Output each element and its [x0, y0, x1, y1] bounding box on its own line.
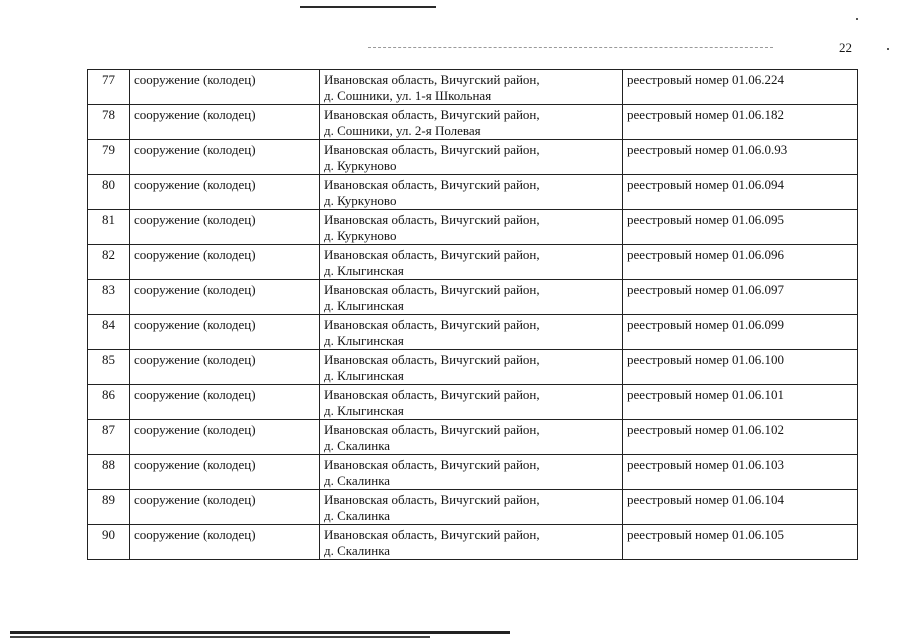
- object-type: сооружение (колодец): [130, 525, 320, 560]
- table-row: [88, 175, 858, 210]
- address-line-region: Ивановская область, Вичугский район,: [324, 282, 540, 297]
- registry-number: реестровый номер 01.06.224: [623, 70, 858, 105]
- scan-artifact-dot: [887, 48, 889, 50]
- address-line-region: Ивановская область, Вичугский район,: [324, 317, 540, 332]
- address-line-locality: д. Скалинка: [324, 508, 391, 523]
- table-row: [88, 70, 858, 105]
- address-line-region: Ивановская область, Вичугский район,: [324, 72, 540, 87]
- registry-number: реестровый номер 01.06.099: [623, 315, 858, 350]
- address-line-locality: д. Куркуново: [324, 193, 397, 208]
- registry-number: реестровый номер 01.06.095: [623, 210, 858, 245]
- object-address: [320, 490, 623, 525]
- object-address: [320, 280, 623, 315]
- registry-number: реестровый номер 01.06.103: [623, 455, 858, 490]
- object-type: сооружение (колодец): [130, 70, 320, 105]
- address-line-region: Ивановская область, Вичугский район,: [324, 212, 540, 227]
- object-address: [320, 175, 623, 210]
- table-row: [88, 385, 858, 420]
- address-line-locality: д. Куркуново: [324, 228, 397, 243]
- object-address: [320, 140, 623, 175]
- row-number: 79: [88, 140, 130, 175]
- address-line-region: Ивановская область, Вичугский район,: [324, 492, 540, 507]
- row-number: 83: [88, 280, 130, 315]
- table-row: [88, 315, 858, 350]
- registry-table-body: [88, 70, 858, 560]
- row-number: 81: [88, 210, 130, 245]
- scan-artifact-dashed-line: [368, 47, 773, 48]
- registry-number: реестровый номер 01.06.101: [623, 385, 858, 420]
- registry-table: [87, 69, 858, 560]
- object-type: сооружение (колодец): [130, 175, 320, 210]
- address-line-locality: д. Клыгинская: [324, 298, 404, 313]
- address-line-region: Ивановская область, Вичугский район,: [324, 527, 540, 542]
- object-address: [320, 70, 623, 105]
- table-row: [88, 490, 858, 525]
- row-number: 77: [88, 70, 130, 105]
- address-line-region: Ивановская область, Вичугский район,: [324, 457, 540, 472]
- scan-artifact-bottom-line: [10, 636, 430, 638]
- registry-number: реестровый номер 01.06.0.93: [623, 140, 858, 175]
- row-number: 87: [88, 420, 130, 455]
- address-line-region: Ивановская область, Вичугский район,: [324, 142, 540, 157]
- scan-artifact-top-line: [300, 6, 436, 8]
- address-line-locality: д. Скалинка: [324, 473, 391, 488]
- object-type: сооружение (колодец): [130, 210, 320, 245]
- object-address: [320, 315, 623, 350]
- table-row: [88, 420, 858, 455]
- scan-artifact-bottom-line: [10, 631, 510, 634]
- address-line-region: Ивановская область, Вичугский район,: [324, 107, 540, 122]
- object-type: сооружение (колодец): [130, 455, 320, 490]
- object-type: сооружение (колодец): [130, 490, 320, 525]
- object-type: сооружение (колодец): [130, 105, 320, 140]
- object-type: сооружение (колодец): [130, 420, 320, 455]
- page-number: 22: [839, 40, 852, 55]
- object-address: [320, 420, 623, 455]
- object-address: [320, 455, 623, 490]
- table-row: [88, 210, 858, 245]
- table-row: [88, 455, 858, 490]
- address-line-locality: д. Сошники, ул. 2-я Полевая: [324, 123, 481, 138]
- row-number: 90: [88, 525, 130, 560]
- registry-number: реестровый номер 01.06.100: [623, 350, 858, 385]
- object-type: сооружение (колодец): [130, 245, 320, 280]
- registry-number: реестровый номер 01.06.182: [623, 105, 858, 140]
- object-address: [320, 210, 623, 245]
- address-line-locality: д. Клыгинская: [324, 403, 404, 418]
- object-address: [320, 245, 623, 280]
- object-type: сооружение (колодец): [130, 140, 320, 175]
- object-address: [320, 525, 623, 560]
- table-row: [88, 140, 858, 175]
- address-line-locality: д. Клыгинская: [324, 263, 404, 278]
- row-number: 78: [88, 105, 130, 140]
- registry-number: реестровый номер 01.06.105: [623, 525, 858, 560]
- object-type: сооружение (колодец): [130, 280, 320, 315]
- object-address: [320, 385, 623, 420]
- row-number: 86: [88, 385, 130, 420]
- address-line-locality: д. Клыгинская: [324, 333, 404, 348]
- object-type: сооружение (колодец): [130, 350, 320, 385]
- table-row: [88, 105, 858, 140]
- row-number: 82: [88, 245, 130, 280]
- object-address: [320, 350, 623, 385]
- registry-number: реестровый номер 01.06.096: [623, 245, 858, 280]
- registry-number: реестровый номер 01.06.094: [623, 175, 858, 210]
- row-number: 89: [88, 490, 130, 525]
- scan-artifact-dot: [856, 18, 858, 20]
- address-line-region: Ивановская область, Вичугский район,: [324, 387, 540, 402]
- address-line-locality: д. Куркуново: [324, 158, 397, 173]
- address-line-locality: д. Скалинка: [324, 438, 391, 453]
- address-line-region: Ивановская область, Вичугский район,: [324, 177, 540, 192]
- table-row: [88, 280, 858, 315]
- row-number: 85: [88, 350, 130, 385]
- row-number: 88: [88, 455, 130, 490]
- object-address: [320, 105, 623, 140]
- address-line-locality: д. Скалинка: [324, 543, 391, 558]
- row-number: 80: [88, 175, 130, 210]
- table-row: [88, 245, 858, 280]
- object-type: сооружение (колодец): [130, 315, 320, 350]
- row-number: 84: [88, 315, 130, 350]
- registry-number: реестровый номер 01.06.102: [623, 420, 858, 455]
- address-line-region: Ивановская область, Вичугский район,: [324, 247, 540, 262]
- table-row: [88, 350, 858, 385]
- table-row: [88, 525, 858, 560]
- object-type: сооружение (колодец): [130, 385, 320, 420]
- registry-number: реестровый номер 01.06.104: [623, 490, 858, 525]
- address-line-region: Ивановская область, Вичугский район,: [324, 422, 540, 437]
- registry-number: реестровый номер 01.06.097: [623, 280, 858, 315]
- address-line-region: Ивановская область, Вичугский район,: [324, 352, 540, 367]
- address-line-locality: д. Сошники, ул. 1-я Школьная: [324, 88, 492, 103]
- address-line-locality: д. Клыгинская: [324, 368, 404, 383]
